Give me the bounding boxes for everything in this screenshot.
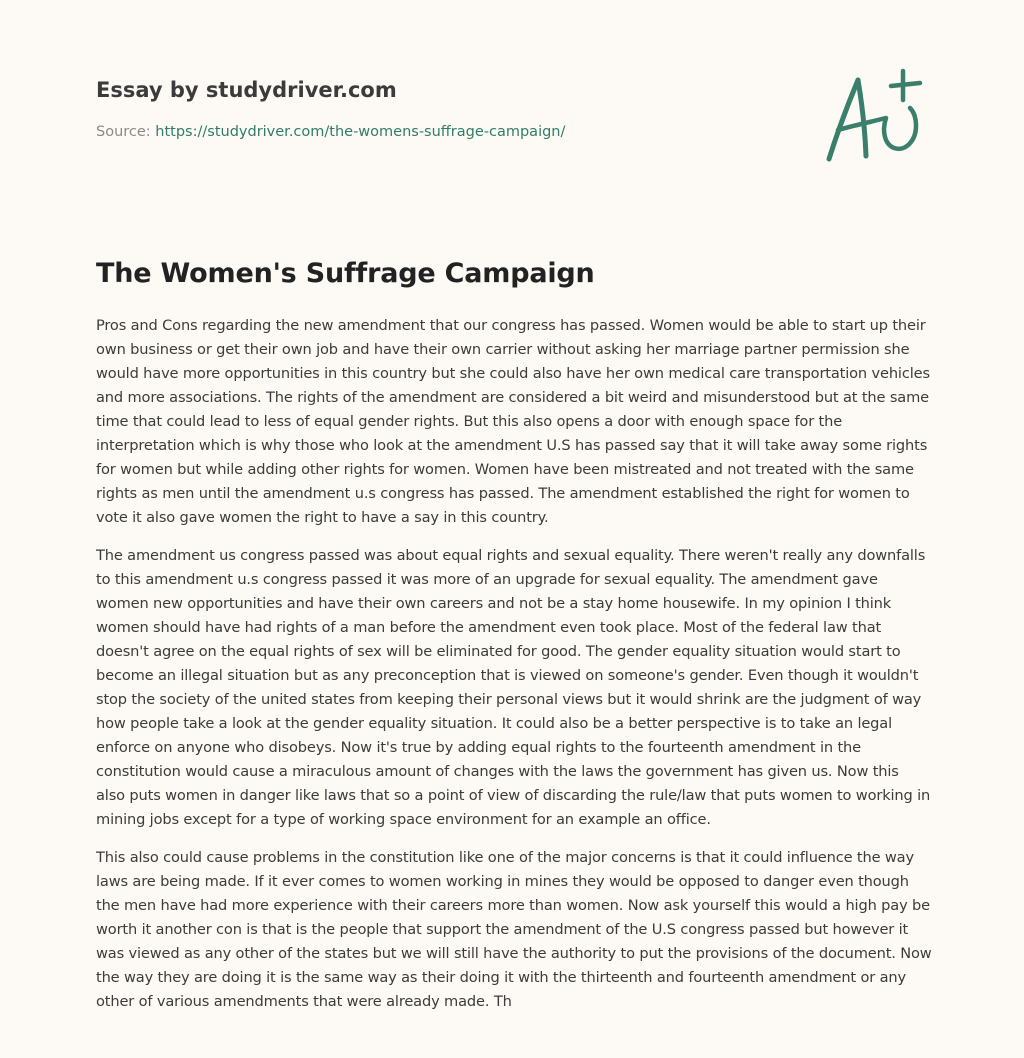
- essay-paragraph-1: Pros and Cons regarding the new amendment that our congress has passed. Women would be able to start up their own business or get their own job and have their own carrier without asking her marriage partner permission she would have more opportunities in this country but she could also have her own medical care transportation vehicles and more associations. The rights of the amendment are considered a bit weird and misunderstood but at the same time that could lead to less of equal gender rights. But this also opens a door with enough space for the interpretation which is why those who look at the amendment U.S has passed say that it will take away some rights for women but while adding other rights for women. Women have been mistreated and not treated with the same rights as men until the amendment u.s congress has passed. The amendment established the right for women to vote it also gave women the right to have a say in this country.: [96, 317, 930, 526]
- essay-paragraph-3: This also could cause problems in the constitution like one of the major concerns is that it could influence the way laws are being made. If it ever comes to women working in mines they would be opposed to danger even though the men have had more experience with their careers more than women. Now ask yourself this would a high pay be worth it another con is that is the people that support the amendment of the U.S congress passed but however it was viewed as any other of the states but we will still have the authority to put the provisions of the document. Now the way they are doing it is the same way as their doing it with the thirteenth and fourteenth amendment or any other of various amendments that were already made. Th: [96, 849, 932, 1010]
- source-label: Source:: [96, 124, 156, 140]
- source-line: [96, 122, 796, 142]
- a-plus-logo-icon: [820, 66, 930, 166]
- essay-body: [96, 314, 932, 1028]
- essay-title: The Women's Suffrage Campaign: [96, 258, 595, 289]
- document-header: [96, 76, 796, 142]
- brand-title: Essay by studydriver.com: [96, 78, 397, 102]
- essay-paragraph-2: The amendment us congress passed was about equal rights and sexual equality. There weren't really any downfalls to this amendment u.s congress passed it was more of an upgrade for sexual equality. The amendment gave women new opportunities and have their own careers and not be a stay home housewife. In my opinion I think women should have had rights of a man before the amendment even took place. Most of the federal law that doesn't agree on the equal rights of sex will be eliminated for good. The gender equality situation would start to become an illegal situation but as any preconception that is viewed on someone's gender. Even though it wouldn't stop the society of the united states from keeping their personal views but it would shrink are the judgment of way how people take a look at the gender equality situation. It could also be a better perspective is to take an legal enforce on anyone who disobeys. Now it's true by adding equal rights to the fourteenth amendment in the constitution would cause a miraculous amount of changes with the laws the government has given us. Now this also puts women in danger like laws that so a point of view of discarding the rule/law that puts women to working in mining jobs except for a type of working space environment for an example an office.: [96, 547, 931, 828]
- source-link[interactable]: https://studydriver.com/the-womens-suffrage-campaign/: [155, 124, 566, 140]
